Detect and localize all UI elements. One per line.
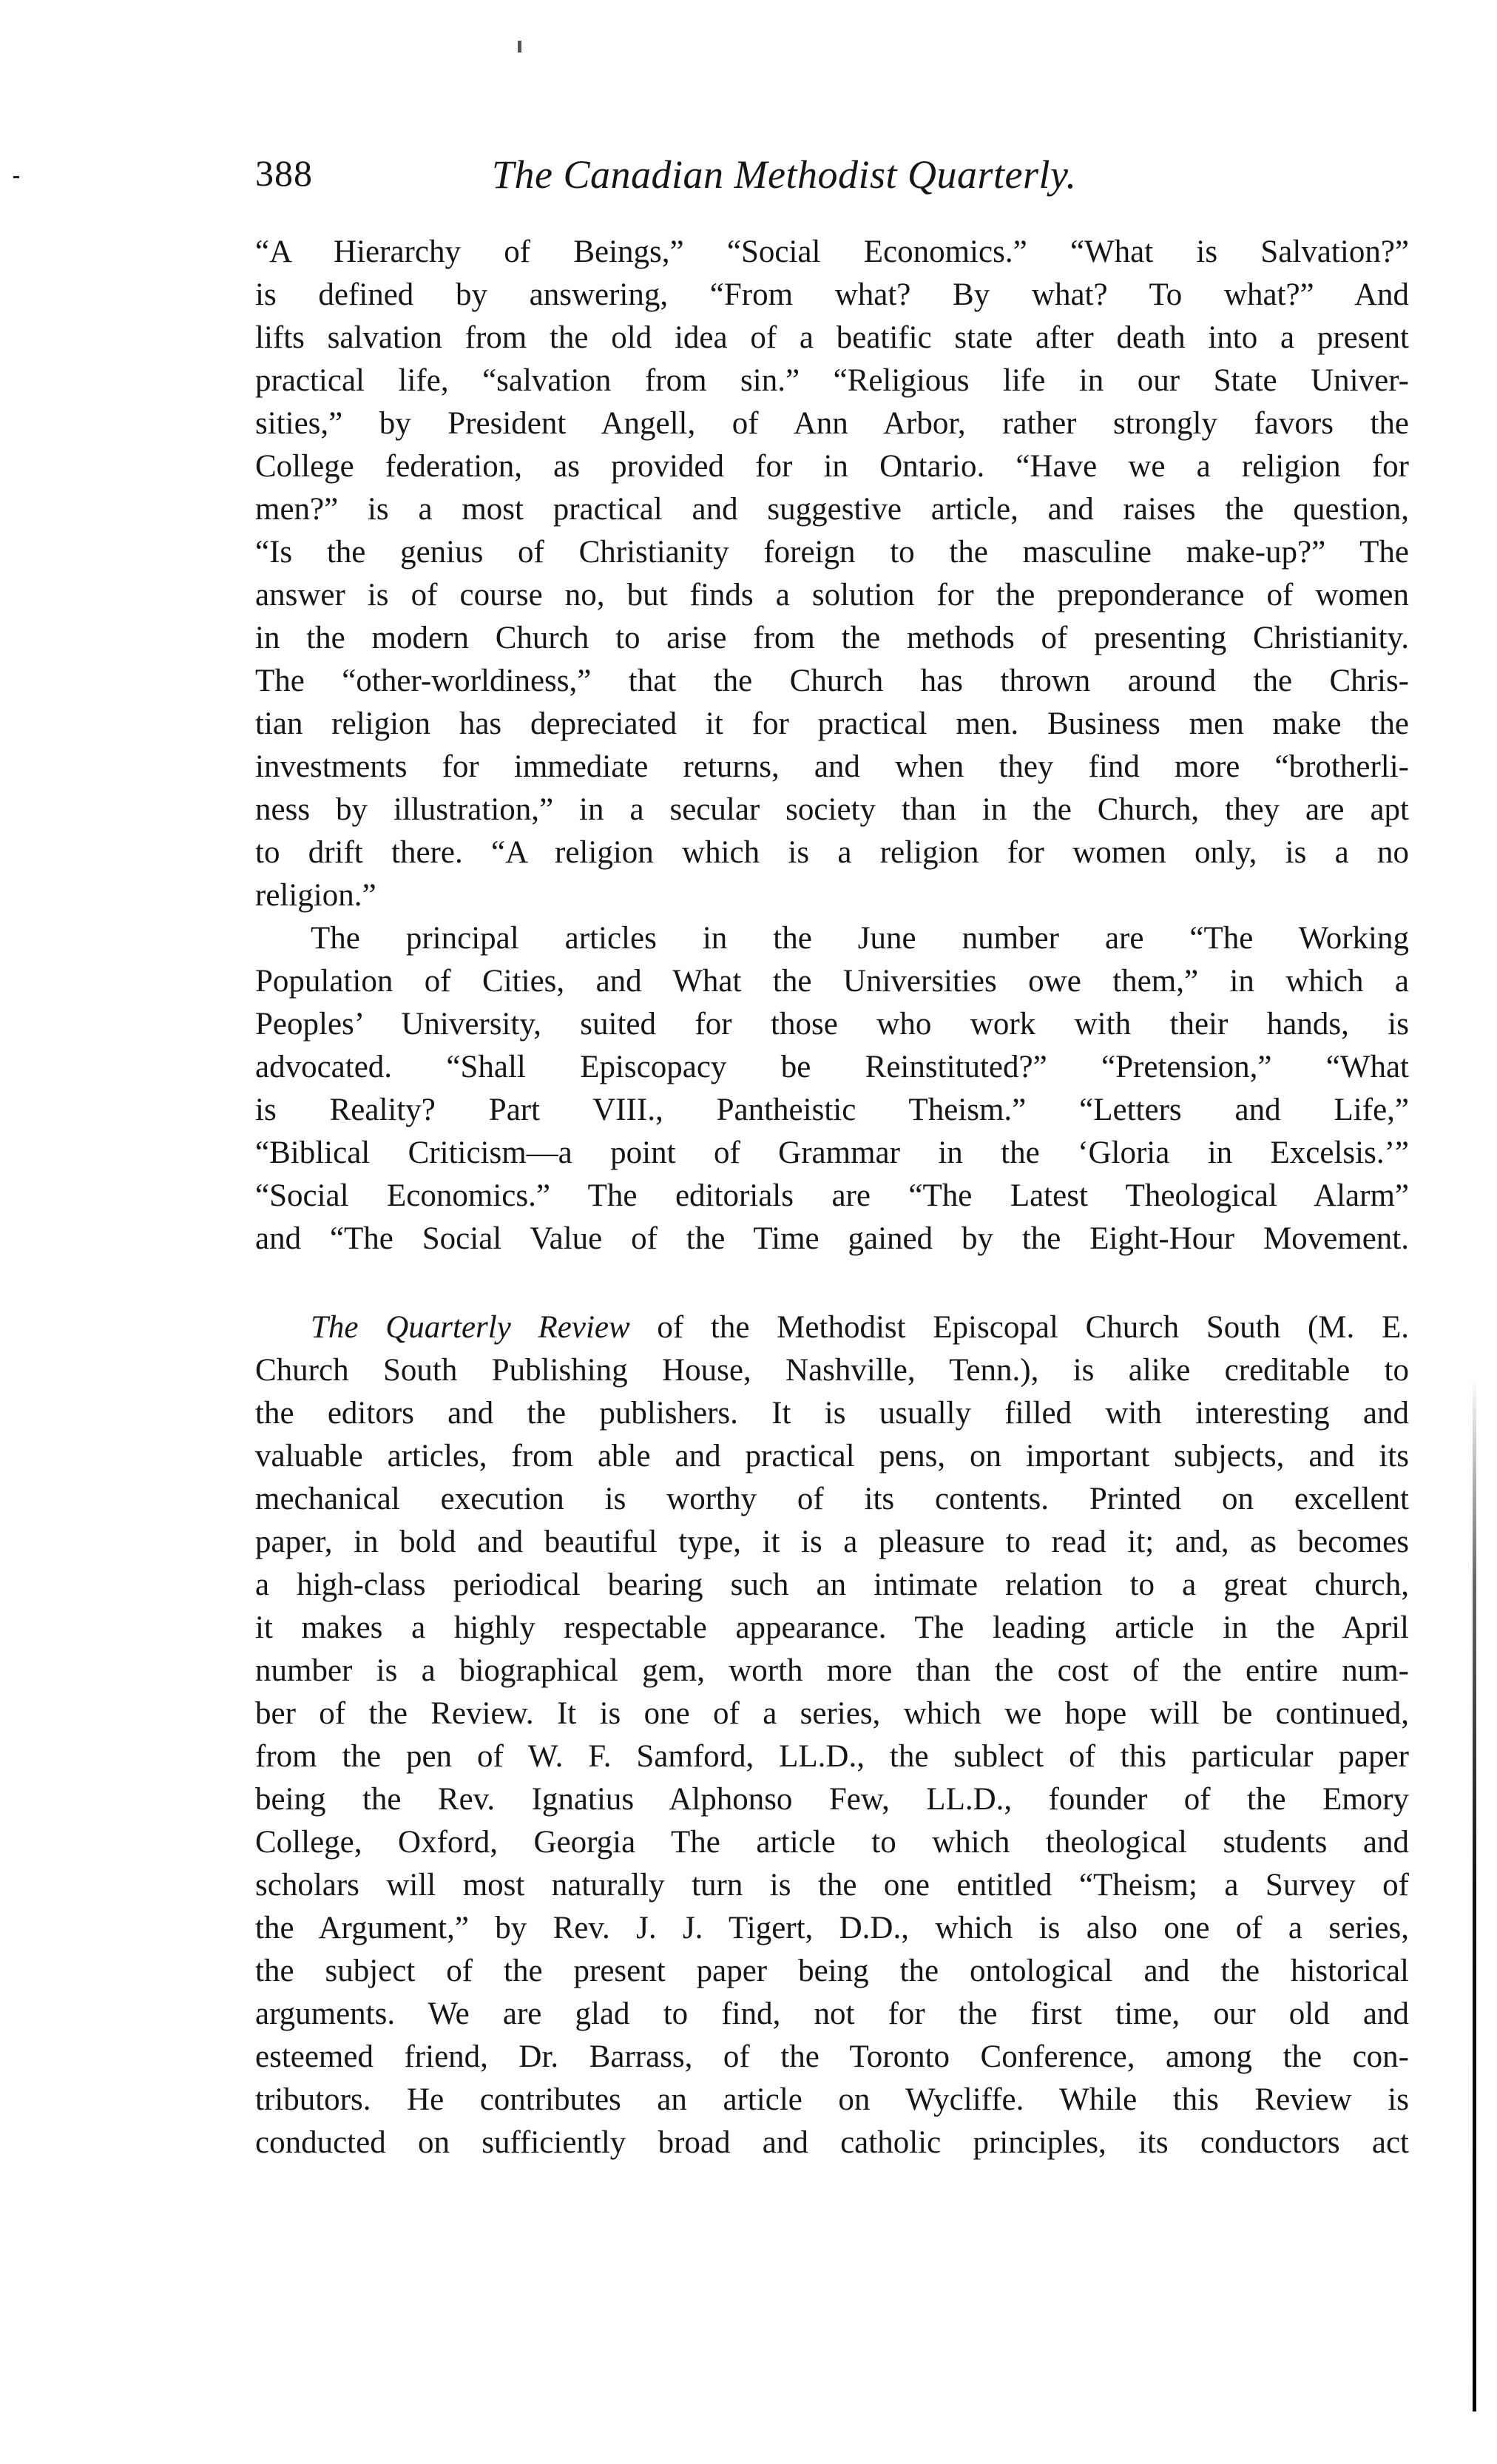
text-line: being the Rev. Ignatius Alphonso Few, LL.D., founder of the Emory (255, 1782, 1409, 1817)
text-line: College federation, as provided for in Ontario. “Have we a religion for (255, 449, 1409, 484)
text-line: lifts salvation from the old idea of a beatific state after death into a present (255, 320, 1409, 355)
text-line: answer is of course no, but finds a solution for the preponderance of women (255, 578, 1409, 612)
text-line: Peoples’ University, suited for those who work with their hands, is (255, 1007, 1409, 1042)
review-title: The Quarterly Review (311, 1310, 630, 1345)
text-line: mechanical execution is worthy of its contents. Printed on excellent (255, 1482, 1409, 1516)
text-line: practical life, “salvation from sin.” “Religious life in our State Univer- (255, 363, 1409, 398)
text-line: “Biblical Criticism—a point of Grammar in the ‘Gloria in Excelsis.’” (255, 1135, 1409, 1170)
paragraph-3 (255, 1306, 1409, 2164)
text-line: investments for immediate returns, and when they find more “brotherli- (255, 749, 1409, 784)
text-line: “Is the genius of Christianity foreign to the masculine make-up?” The (255, 535, 1409, 570)
paragraph-2 (255, 917, 1409, 1260)
page-header (255, 152, 1409, 211)
text-line: the editors and the publishers. It is usually filled with interesting and (255, 1396, 1409, 1431)
text-line: men?” is a most practical and suggestive article, and raises the question, (255, 492, 1409, 527)
text-line: advocated. “Shall Episcopacy be Reinstituted?” “Pretension,” “What (255, 1050, 1409, 1084)
text-line: it makes a highly respectable appearance. The leading article in the April (255, 1610, 1409, 1645)
page-number: 388 (255, 152, 313, 194)
text-line: is Reality? Part VIII., Pantheistic Theism.” “Letters and Life,” (255, 1093, 1409, 1127)
text-line: “A Hierarchy of Beings,” “Social Economics.” “What is Salvation?” (255, 234, 1409, 269)
running-title: The Canadian Methodist Quarterly. (492, 152, 1077, 197)
text-line: religion.” (255, 878, 376, 913)
text-span: of the Methodist Episcopal Church South (M. E. (629, 1310, 1409, 1345)
text-line: conducted on sufficiently broad and catholic principles, its conductors act (255, 2125, 1409, 2160)
text-line: ber of the Review. It is one of a series, which we hope will be continued, (255, 1696, 1409, 1731)
text-line: arguments. We are glad to find, not for the first time, our old and (255, 1996, 1409, 2031)
text-line: to drift there. “A religion which is a religion for women only, is a no (255, 835, 1409, 870)
text-line: from the pen of W. F. Samford, LL.D., the sublect of this particular paper (255, 1739, 1409, 1774)
text-line: and “The Social Value of the Time gained by the Eight-Hour Movement. (255, 1221, 1409, 1256)
text-line (255, 1306, 1409, 1349)
text-line: tian religion has depreciated it for practical men. Business men make the (255, 706, 1409, 741)
text-line: The “other-worldiness,” that the Church has thrown around the Chris- (255, 664, 1409, 698)
text-line: a high-class periodical bearing such an intimate relation to a great church, (255, 1567, 1409, 1602)
text-line: is defined by answering, “From what? By what? To what?” And (255, 277, 1409, 312)
text-line: paper, in bold and beautiful type, it is a pleasure to read it; and, as becomes (255, 1525, 1409, 1559)
paragraph-1 (255, 231, 1409, 917)
text-line: valuable articles, from able and practical pens, on important subjects, and its (255, 1439, 1409, 1474)
text-line: the subject of the present paper being the ontological and the historical (255, 1954, 1409, 1988)
text-line: in the modern Church to arise from the methods of presenting Christianity. (255, 621, 1409, 655)
article-text-upper (255, 231, 1409, 1260)
article-text-lower (255, 1306, 1409, 2164)
text-line: Church South Publishing House, Nashville, Tenn.), is alike creditable to (255, 1353, 1409, 1388)
text-line: Population of Cities, and What the Universities owe them,” in which a (255, 964, 1409, 999)
text-line: esteemed friend, Dr. Barrass, of the Toronto Conference, among the con- (255, 2039, 1409, 2074)
text-line: The principal articles in the June number are “The Working (311, 921, 1409, 956)
text-line: the Argument,” by Rev. J. J. Tigert, D.D., which is also one of a series, (255, 1911, 1409, 1945)
scan-speck (13, 176, 19, 178)
text-line: number is a biographical gem, worth more than the cost of the entire num- (255, 1653, 1409, 1688)
text-line: scholars will most naturally turn is the one entitled “Theism; a Survey of (255, 1868, 1409, 1903)
scan-speck (518, 41, 521, 53)
text-line: tributors. He contributes an article on Wycliffe. While this Review is (255, 2082, 1409, 2117)
scan-edge-shadow (1473, 1376, 1476, 2411)
text-line: College, Oxford, Georgia The article to which theological students and (255, 1825, 1409, 1860)
text-line: sities,” by President Angell, of Ann Arbor, rather strongly favors the (255, 406, 1409, 441)
text-line: “Social Economics.” The editorials are “The Latest Theological Alarm” (255, 1178, 1409, 1213)
text-line: ness by illustration,” in a secular society than in the Church, they are apt (255, 792, 1409, 827)
